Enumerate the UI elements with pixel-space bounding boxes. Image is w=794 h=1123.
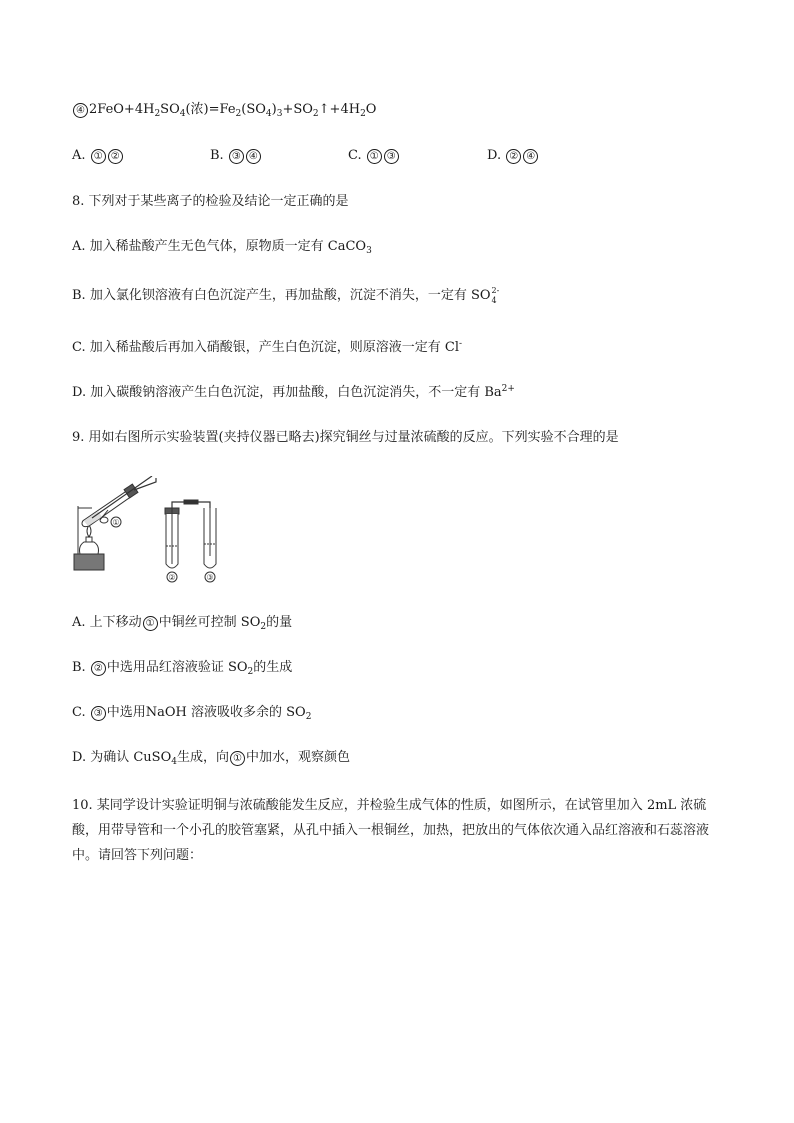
circled-number: ④ [523, 149, 538, 164]
q9-option-b[interactable]: B. ② 中选用品红溶液验证 $SO_2$的生成 [72, 660, 293, 677]
figure-label-1: ① [112, 518, 120, 527]
q7-option-d[interactable]: D. ② ④ [487, 148, 539, 164]
circled-number: ① [91, 149, 106, 164]
q10-stem: 10. 某同学设计实验证明铜与浓硫酸能发生反应，并检验生成气体的性质，如图所示，在试管里加入 2mL 浓硫酸，用带导管和一个小孔的胶管塞紧，从孔中插入一根铜丝，加热，把放出的气体依次通入品红溶液和石蕊溶液中。请回答下列问题： [72, 798, 710, 863]
q7-option-c[interactable]: C. ① ③ [348, 148, 400, 164]
circled-number: ① [230, 751, 245, 766]
circled-number: ③ [229, 149, 244, 164]
q8-option-b[interactable]: B. 加入氯化钡溶液有白色沉淀产生，再加盐酸，沉淀不消失，一定有 SO 2- 4 [72, 286, 500, 305]
q9-option-d[interactable]: D. 为确认 CuSO$_4$生成，向 ① 中加水，观察颜色 [72, 750, 351, 767]
circled-number: ① [143, 616, 158, 631]
apparatus-base [74, 554, 104, 570]
q7-option-b[interactable]: B. ③ ④ [210, 148, 262, 164]
experiment-apparatus-figure [72, 476, 242, 584]
q9-option-c[interactable]: C. ③ 中选用NaOH 溶液吸收多余的 $SO_2$ [72, 705, 312, 722]
q9-stem: 9. 用如右图所示实验装置(夹持仪器已略去)探究铜丝与过量浓硫酸的反应。下列实验不合理的是 [72, 430, 619, 445]
figure-label-2: ② [168, 573, 176, 582]
circled-number: ② [506, 149, 521, 164]
q7-option-a[interactable]: A. ① ② [72, 148, 124, 164]
q8-option-a[interactable]: A. 加入稀盐酸产生无色气体，原物质一定有 CaCO$_3$ [72, 239, 372, 256]
alcohol-lamp [80, 542, 99, 554]
circled-number: ① [367, 149, 382, 164]
q8-stem: 8. 下列对于某些离子的检验及结论一定正确的是 [72, 194, 349, 209]
circled-number: ② [108, 149, 123, 164]
figure-label-3: ③ [206, 573, 214, 582]
circled-number: ④ [73, 103, 88, 118]
copper-wire [92, 476, 152, 518]
circled-number: ③ [384, 149, 399, 164]
circled-number: ③ [91, 706, 106, 721]
q7-equation-4: ④ $2FeO+4H_2SO_4$(浓)$=Fe_2(SO_4)_3+SO_2↑+4H_2O$ [72, 101, 376, 119]
q8-option-d[interactable]: D. 加入碳酸钠溶液产生白色沉淀，再加盐酸，白色沉淀消失，不一定有 $Ba^{2+}$ [72, 384, 515, 400]
q9-option-a[interactable]: A. 上下移动 ① 中铜丝可控制 $SO_2$的量 [72, 615, 293, 632]
circled-number: ④ [246, 149, 261, 164]
circled-number: ② [91, 661, 106, 676]
q8-option-c[interactable]: C. 加入稀盐酸后再加入硝酸银，产生白色沉淀，则原溶液一定有 Cl- [72, 339, 463, 355]
